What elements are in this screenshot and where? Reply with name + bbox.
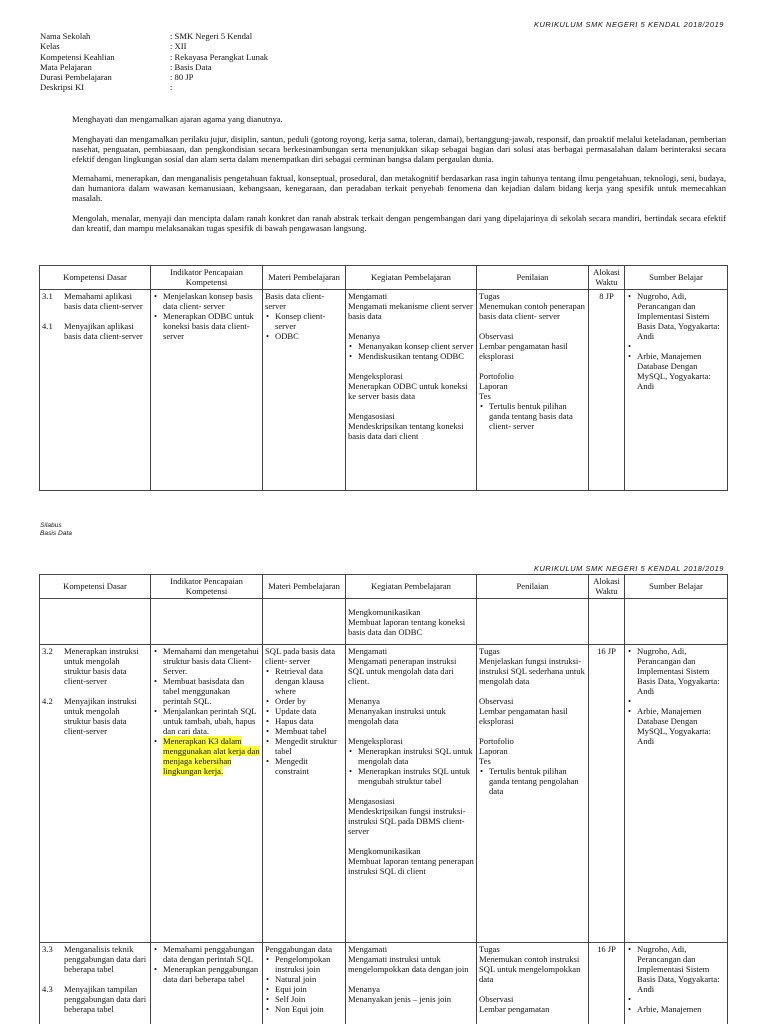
sumber-cell <box>625 290 728 491</box>
syllabus-table <box>39 574 728 1024</box>
assessment-text: Lembar pengamatan <box>479 1004 550 1014</box>
activity-heading: Mengamati <box>348 646 388 656</box>
kegiatan-cell <box>346 645 477 943</box>
col-header: Kompetensi Dasar <box>40 266 151 290</box>
assessment-text: Menemukan contoh instruksi SQL untuk mengelompokkan data <box>479 954 581 984</box>
materi-item: • Equi join <box>265 984 343 994</box>
info-key: Mata Pelajaran <box>40 61 92 72</box>
source-item: • Nugroho, Adi, Perancangan dan Implementasi Sistem Basis Data, Yogyakarta: Andi <box>627 944 725 994</box>
info-value: : <box>170 82 173 93</box>
activity-text: Mengamati instruksi untuk mengelompokkan data dengan join <box>348 954 469 974</box>
materi-item: • Self Join <box>265 994 343 1004</box>
col-header: Sumber Belajar <box>625 266 728 290</box>
activity-text: Menanyakan jenis – jenis join <box>348 994 452 1004</box>
activity-item: • Menerapkan instruksi SQL untuk mengolah data <box>348 746 474 766</box>
indicator-item: • Menjelaskan konsep basis data client- server <box>153 291 260 311</box>
school-info <box>40 31 440 93</box>
activity-heading: Mengeksplorasi <box>348 736 403 746</box>
source-item: • Nugroho, Adi, Perancangan dan Implementasi Sistem Basis Data, Yogyakarta: Andi <box>627 646 725 696</box>
indicator-cell <box>151 645 263 943</box>
assessment-item: • Tertulis bentuk pilihan ganda tentang basis data client- server <box>479 401 586 431</box>
indicator-item: • Menerapkan ODBC untuk koneksi basis data client- server <box>153 311 260 341</box>
materi-item: • Update data <box>265 706 343 716</box>
col-header: Alokasi Waktu <box>589 266 625 290</box>
source-item: • Arbie, Manajemen Database Dengan MySQL, Yogyakarta: Andi <box>627 351 725 391</box>
kd-number: 3.1 <box>42 291 53 301</box>
kd-number: 4.3 <box>42 984 53 994</box>
kd-text: Menyajikan aplikasi basis data client-server <box>64 321 143 341</box>
info-key: Nama Sekolah <box>40 31 91 41</box>
materi-cell <box>263 943 346 1024</box>
kegiatan-cell <box>346 599 477 645</box>
ki-paragraph: Menghayati dan mengamalkan perilaku jujur, disiplin, santun, peduli (gotong royong, kerja sama, toleran, damai), bertanggung-jawab, responsif, dan proaktif melalui keteladanan, pemberian nasehat, penguatan, pembiasaan, dan pengkondisian secara berkesinambungan serta menunjukkan sikap sebagai bagian dari solusi atas berbagai permasalahan dalam berinteraksi secara efektif dengan lingkungan sosial dan alam serta dalam menempatkan diri sebagai cerminan bangsa dalam pergaulan dunia. <box>72 133 727 164</box>
col-header: Penilaian <box>477 266 589 290</box>
kd-cell <box>40 645 151 943</box>
info-value: : 80 JP <box>170 72 194 83</box>
kd-number: 4.1 <box>42 321 53 331</box>
col-header: Indikator Pencapaian Kompetensi <box>151 266 263 290</box>
materi-title: Penggabungan data <box>265 944 333 954</box>
materi-item: • ODBC <box>265 331 343 341</box>
activity-heading: Menanya <box>348 984 380 994</box>
col-header: Alokasi Waktu <box>589 575 625 599</box>
assessment-text: Menjelaskan fungsi instruksi-instruksi SQL sederhana untuk mengolah data <box>479 656 585 686</box>
sumber-cell <box>625 645 728 943</box>
penilaian-cell <box>477 290 589 491</box>
kd-number: 4.2 <box>42 696 53 706</box>
page-footer <box>40 522 72 538</box>
materi-cell <box>263 290 346 491</box>
indicator-cell <box>151 943 263 1024</box>
materi-item: • Mengedit constraint <box>265 756 343 776</box>
highlight-text: Menerapkan K3 dalam menggunakan alat kerja dan menjaga kebersihan lingkungan kerja. <box>163 736 260 776</box>
activity-heading: Mengasosiasi <box>348 411 395 421</box>
materi-item: • Hapus data <box>265 716 343 726</box>
assessment-heading: Observasi <box>479 696 514 706</box>
activity-heading: Menanya <box>348 696 380 706</box>
materi-item: • Non Equi join <box>265 1004 343 1014</box>
activity-text: Menerapkan ODBC untuk koneksi ke server basis data <box>348 381 468 401</box>
activity-text: Membuat laporan tentang koneksi basis data dan ODBC <box>348 617 466 637</box>
info-key: Kelas <box>40 41 60 52</box>
indicator-item: • Memahami dan mengetahui struktur basis data Client-Server. <box>153 646 260 676</box>
kd-cell <box>40 943 151 1024</box>
materi-item: • Mengedit struktur tabel <box>265 736 343 756</box>
penilaian-cell <box>477 943 589 1024</box>
col-header: Materi Pembelajaran <box>263 575 346 599</box>
assessment-text: Tes <box>479 391 491 401</box>
assessment-heading: Tugas <box>479 944 500 954</box>
indicator-item: • Menerapkan penggabungan data dari beberapa tabel <box>153 964 260 984</box>
indicator-item-highlighted <box>153 736 260 776</box>
assessment-heading: Observasi <box>479 331 514 341</box>
kd-text: Menyajikan tampilan penggabungan data dari beberapa tabel <box>64 984 147 1014</box>
source-item: • Arbie, Manajemen <box>627 1004 725 1014</box>
assessment-heading: Tugas <box>479 646 500 656</box>
assessment-heading: Observasi <box>479 994 514 1004</box>
assessment-text: Lembar pengamatan hasil eksplorasi <box>479 706 568 726</box>
activity-heading: Menanya <box>348 331 380 341</box>
activity-heading: Mengamati <box>348 291 388 301</box>
kd-number: 3.2 <box>42 646 53 656</box>
footer-line: Basis Data <box>40 530 72 537</box>
footer-line: Silabus <box>40 522 62 529</box>
materi-item: • Order by <box>265 696 343 706</box>
indicator-cell <box>151 290 263 491</box>
assessment-text: Laporan <box>479 746 508 756</box>
activity-heading: Mengeksplorasi <box>348 371 403 381</box>
sumber-cell <box>625 943 728 1024</box>
kegiatan-cell <box>346 290 477 491</box>
alokasi-cell: 16 JP <box>589 943 625 1024</box>
assessment-text: Menemukan contoh penerapan basis data client- server <box>479 301 585 321</box>
page-header: KURIKULUM SMK NEGERI 5 KENDAL 2018/2019 <box>533 20 724 29</box>
info-value: : Basis Data <box>170 61 212 72</box>
kd-text: Menyajikan instruksi untuk mengolah struktur basis data client-server <box>64 696 137 736</box>
activity-text: Membuat laporan tentang penerapan instruksi SQL di client <box>348 856 474 876</box>
assessment-item: • Tertulis bentuk pilihan ganda tentang pengolahan data <box>479 766 586 796</box>
info-key: Durasi Pembelajaran <box>40 72 112 83</box>
activity-heading: Mengkomunikasikan <box>348 607 421 617</box>
materi-cell <box>263 645 346 943</box>
assessment-text: Tes <box>479 756 491 766</box>
kegiatan-cell <box>346 943 477 1024</box>
indicator-item: • Membuat basisdata dan tabel menggunakan perintah SQL. <box>153 676 260 706</box>
col-header: Kegiatan Pembelajaran <box>346 575 477 599</box>
alokasi-cell: 8 JP <box>589 290 625 491</box>
col-header: Kompetensi Dasar <box>40 575 151 599</box>
source-item: • Arbie, Manajemen Database Dengan MySQL, Yogyakarta: Andi <box>627 706 725 746</box>
assessment-heading: Portofolio <box>479 371 514 381</box>
kd-text: Menerapkan instruksi untuk mengolah struktur basis data client-server <box>64 646 139 686</box>
info-value: : XII <box>170 41 187 52</box>
materi-title: SQL pada basis data client- server <box>265 646 336 666</box>
kd-cell <box>40 290 151 491</box>
ki-paragraph: Memahami, menerapkan, dan menganalisis pengetahuan faktual, konseptual, prosedural, dan metakognitif berdasarkan rasa ingin tahunya tentang ilmu pengetahuan, teknologi, seni, budaya, dan humaniora dalam wawasan kemanusiaan, kebangsaan, kenegaraan, dan peradaban terkait penyebab fenomena dan kejadian dalam bidang kerja yang spesifik untuk memecahkan masalah. <box>72 173 726 203</box>
info-key: Kompetensi Keahlian <box>40 51 115 62</box>
source-item: • Nugroho, Adi, Perancangan dan Implementasi Sistem Basis Data, Yogyakarta: Andi <box>627 291 725 341</box>
assessment-text: Laporan <box>479 381 508 391</box>
kd-text: Memahami aplikasi basis data client-server <box>64 291 143 311</box>
col-header: Materi Pembelajaran <box>263 266 346 290</box>
assessment-text: Lembar pengamatan hasil eksplorasi <box>479 341 568 361</box>
kd-text: Menganalisis teknik penggabungan data dari beberapa tabel <box>64 944 147 974</box>
assessment-heading: Portofolio <box>479 736 514 746</box>
materi-item: • Konsep client-server <box>265 311 343 331</box>
activity-item: • Menanyakan konsep client server <box>348 341 474 351</box>
materi-title: Basis data client-server <box>265 291 325 311</box>
col-header: Penilaian <box>477 575 589 599</box>
activity-text: Mengamati penerapan instruksi SQL untuk mengolah data dari client. <box>348 656 457 686</box>
indicator-item: • Menjalankan perintah SQL untuk tambah, ubah, hapus dan cari data. <box>153 706 260 736</box>
col-header: Indikator Pencapaian Kompetensi <box>151 575 263 599</box>
activity-heading: Mengkomunikasikan <box>348 846 421 856</box>
indicator-item: • Memahami penggabungan data dengan perintah SQL <box>153 944 260 964</box>
ki-paragraph: Mengolah, menalar, menyaji dan mencipta dalam ranah konkret dan ranah abstrak terkait dengan pengembangan dari yang dipelajarinya di sekolah secara mandiri, bertindak secara efektif dan kreatif, dan mampu melaksanakan tugas spesifik di bawah pengawasan langsung. <box>72 212 726 233</box>
ki-description <box>72 114 726 242</box>
activity-text: Mengamati mekanisme client server basis data <box>348 301 473 321</box>
info-value: : SMK Negeri 5 Kendal <box>170 31 253 41</box>
page-header: KURIKULUM SMK NEGERI 5 KENDAL 2018/2019 <box>533 564 724 573</box>
penilaian-cell <box>477 645 589 943</box>
info-key: Deskripsi KI <box>40 82 85 93</box>
alokasi-cell: 16 JP <box>589 645 625 943</box>
materi-item: • Pengelompokan instruksi join <box>265 954 343 974</box>
materi-item: • Retrieval data dengan klausa where <box>265 666 343 696</box>
syllabus-table <box>39 265 728 491</box>
assessment-heading: Tugas <box>479 291 500 301</box>
col-header: Sumber Belajar <box>625 575 728 599</box>
ki-paragraph: Menghayati dan mengamalkan ajaran agama yang dianutnya. <box>72 114 283 124</box>
activity-text: Mendeskripsikan tentang koneksi basis data dari client <box>348 421 464 441</box>
activity-text: Menanyakan instruksi untuk mengolah data <box>348 706 446 726</box>
info-value: : Rekayasa Perangkat Lunak <box>170 51 269 62</box>
activity-item: • Mendiskusikan tentang ODBC <box>348 351 474 361</box>
activity-heading: Mengasosiasi <box>348 796 395 806</box>
activity-item: • Menerapkan instruks SQL untuk mengubah struktur tabel <box>348 766 474 786</box>
materi-item: • Membuat tabel <box>265 726 343 736</box>
materi-item: • Natural join <box>265 974 343 984</box>
activity-text: Mendeskripsikan fungsi instruksi-instruksi SQL pada DBMS client- server <box>348 806 466 836</box>
col-header: Kegiatan Pembelajaran <box>346 266 477 290</box>
kd-number: 3.3 <box>42 944 53 954</box>
activity-heading: Mengamati <box>348 944 388 954</box>
